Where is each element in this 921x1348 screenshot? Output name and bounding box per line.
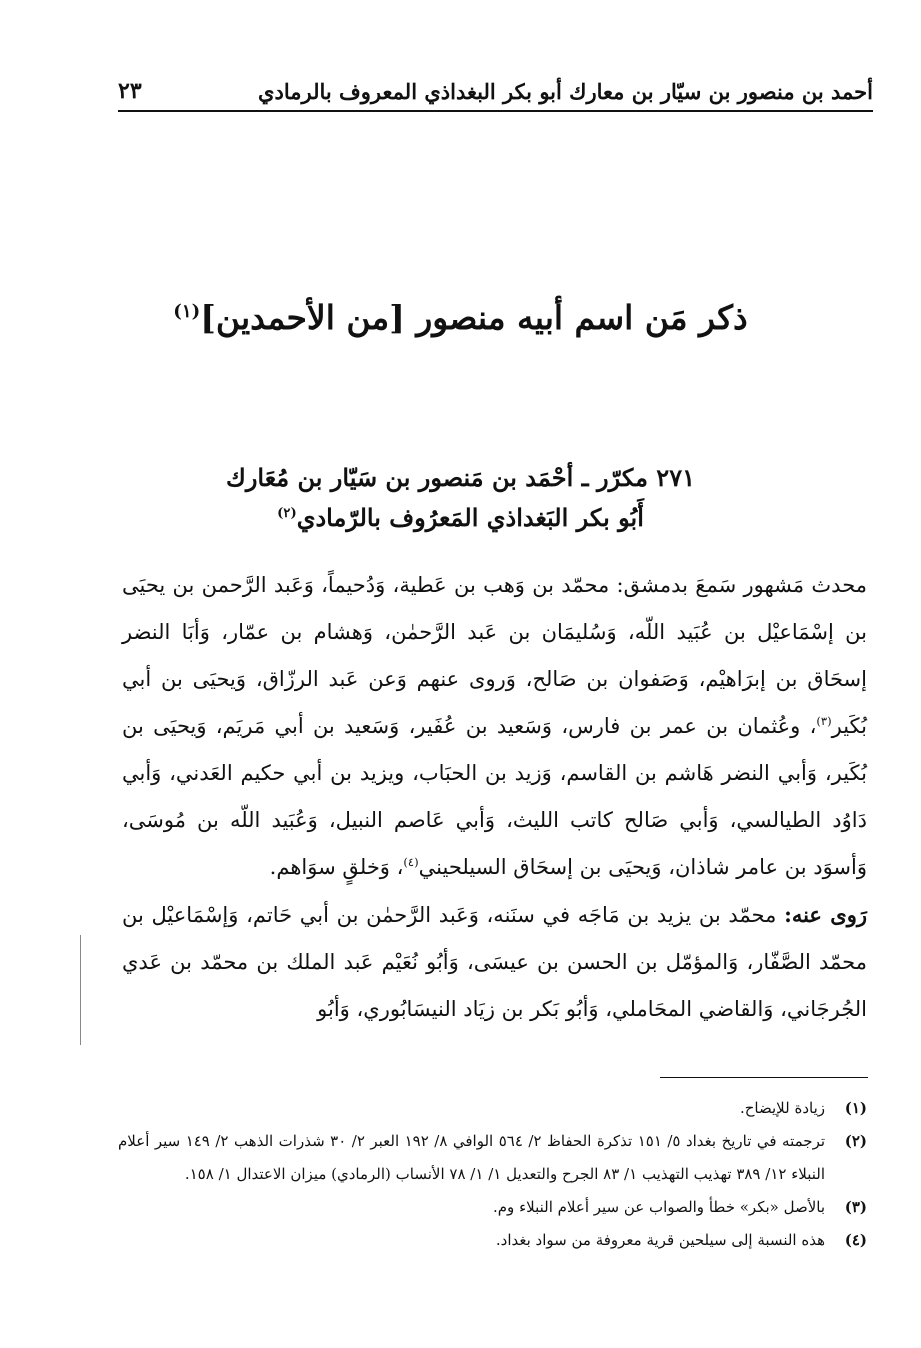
entry-heading-line-2-text: أَبُو بكر البَغداذي المَعرُوف بالرّمادي bbox=[296, 503, 644, 532]
paragraph-teachers-part-2: ، وعُثمان بن عمر بن فارس، وَسَعيد بن عُفَير، وَسَعيد بن أبي مَريَم، وَيحيَى بن بُكَير، وَأبي النضر هَاشم بن القاسم، وَزيد بن الحبَاب، ويزيد بن أبي حكيم العَدني، وَأبي دَاوُد الطيالسي، وَأبي صَالح كاتب الليث، وَأبي عَاصم النبيل، وَعُبَيد اللّه بن مُوسَى، وَأسوَد بن عامر شاذان، وَيحيَى بن إسحَاق السيلحيني bbox=[122, 714, 867, 879]
footnote-ref-4: (٤) bbox=[403, 855, 419, 869]
footnote-text: بالأصل «بكر» خطأ والصواب عن سير أعلام النبلاء وم. bbox=[493, 1198, 825, 1216]
section-title bbox=[60, 298, 861, 337]
entry-heading-line-1: ٢٧١ مكرّر ـ أحْمَد بن مَنصور بن سَيّار بن مُعَارك bbox=[226, 463, 695, 492]
running-header bbox=[118, 64, 873, 112]
footnote bbox=[118, 1092, 867, 1125]
footnote-ref-1: (١) bbox=[173, 301, 201, 322]
footnote-number: (٤) bbox=[844, 1231, 867, 1249]
footnote-text: هذه النسبة إلى سيلحين قرية معروفة من سواد بغداد. bbox=[495, 1231, 825, 1249]
body-text bbox=[122, 562, 867, 1033]
footnote bbox=[118, 1125, 867, 1191]
footnote-separator bbox=[660, 1077, 868, 1078]
margin-pencil-mark bbox=[80, 935, 81, 1045]
footnote-number: (٣) bbox=[844, 1198, 867, 1216]
footnote bbox=[118, 1224, 867, 1257]
page-number: ٢٣ bbox=[118, 78, 142, 104]
footnote-number: (٢) bbox=[844, 1132, 867, 1150]
footnote-ref-3: (٣) bbox=[816, 714, 832, 728]
footnote-text: زيادة للإيضاح. bbox=[739, 1099, 825, 1117]
paragraph-students bbox=[122, 891, 867, 1033]
paragraph-students-text: محمّد بن يزيد بن مَاجَه في سنَنه، وَعَبد الرَّحمٰن بن أبي حَاتم، وَإسْمَاعيْل بن محمّد الصَّفّار، وَالمؤمّل بن الحسن بن عيسَى، وَأبُو نُعَيْم عَبد الملك بن محمّد بن عَدي الجُرجَاني، وَالقاضي المحَاملي، وَأبُو بَكر بن زيَاد النيسَابُوري، وَأبُو bbox=[122, 903, 867, 1021]
paragraph-teachers bbox=[122, 562, 867, 891]
footnote-number: (١) bbox=[844, 1099, 867, 1117]
entry-heading bbox=[60, 458, 861, 538]
running-title: أحمد بن منصور بن سيّار بن معارك أبو بكر البغداذي المعروف بالرمادي bbox=[258, 79, 873, 104]
footnote-text: ترجمته في تاريخ بغداد ٥/ ١٥١ تذكرة الحفاظ ٢/ ٥٦٤ الوافي ٨/ ١٩٢ العبر ٢/ ٣٠ شذرات الذهب ٢/ ١٤٩ سير أعلام النبلاء ١٢/ ٣٨٩ تهذيب التهذيب ١/ ٨٣ الجرح والتعديل ١/ ١/ ٧٨ الأنساب (الرمادي) ميزان الاعتدال ١/ ١٥٨. bbox=[118, 1132, 826, 1183]
paragraph-teachers-part-3: ، وَخلقٍ سوَاهم. bbox=[269, 855, 404, 879]
entry-heading-line-2 bbox=[60, 498, 861, 538]
footnotes bbox=[118, 1092, 867, 1257]
section-title-text: ذكر مَن اسم أبيه منصور [من الأحمدين] bbox=[200, 298, 748, 337]
footnote-ref-2: (٢) bbox=[277, 506, 297, 521]
paragraph-students-lead: رَوى عنه: bbox=[784, 902, 867, 927]
footnote bbox=[118, 1191, 867, 1224]
paragraph-teachers-part-1: محدث مَشهور سَمعَ بدمشق: محمّد بن وَهب بن عَطية، وَدُحيماً، وَعَبد الرَّحمن بن يحيَى بن إسْمَاعيْل بن عُبَيد اللّه، وَسُليمَان بن عَبد الرَّحمٰن، وَهشام بن عمّار، وَأبَا النضر إسحَاق بن إبرَاهيْم، وَصَفوان بن صَالح، وَروى عنهم وَعن عَبد الرزّاق، وَيحيَى بن أبي بُكَير bbox=[122, 573, 867, 738]
